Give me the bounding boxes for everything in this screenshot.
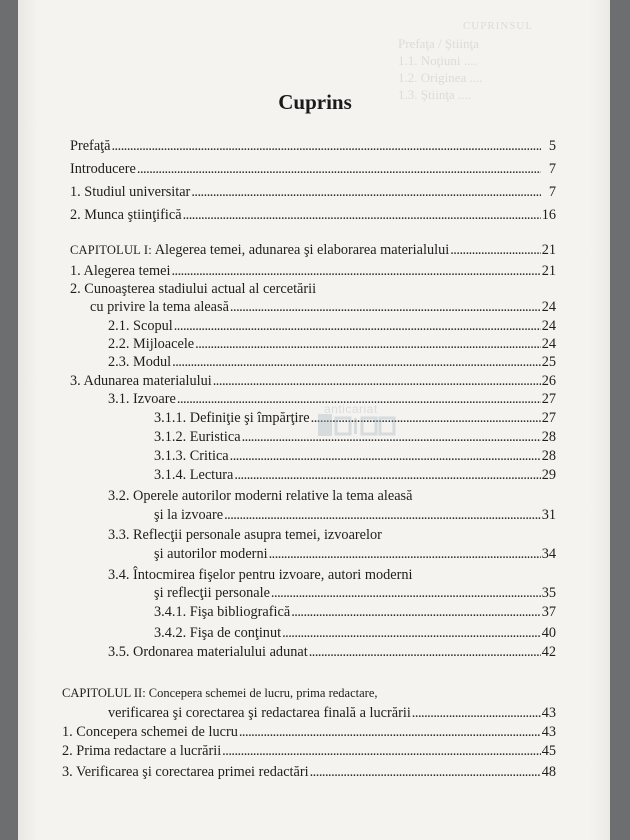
toc-entry-label: 1. Studiul universitar [70, 184, 191, 200]
leader-dots [224, 506, 541, 524]
toc-entry-label: 3.4.2. Fişa de conţinut [154, 625, 282, 641]
toc-entry-first-line: 3.3. Reflecţii personale asupra temei, izvoarelor [108, 527, 382, 543]
toc-entry-page: 21 [541, 263, 556, 279]
toc-entry-label: 3.4.1. Fişa bibliografică [154, 604, 291, 620]
toc-entry-alegerea [70, 262, 556, 280]
leader-dots [213, 372, 541, 390]
toc-entry-label: Introducere [70, 161, 136, 177]
leader-dots [137, 160, 541, 178]
toc-entry-page: 24 [541, 318, 556, 334]
toc-entry-label: 3.1.3. Critica [154, 448, 229, 464]
leader-dots [111, 137, 541, 155]
toc-entry-label: 1. Concepera schemei de lucru [62, 724, 238, 740]
toc-entry-studiul [70, 183, 556, 201]
toc-entry-page: 5 [548, 138, 556, 154]
toc-entry-page: 43 [541, 724, 556, 740]
toc-entry-page: 34 [541, 546, 556, 562]
leader-dots [269, 545, 541, 563]
toc-entry-first-line: 2. Cunoaşterea stadiului actual al cercetării [70, 281, 317, 297]
toc-entry-page: 43 [541, 705, 556, 721]
toc-entry-cunoasterea [90, 298, 556, 316]
leader-dots [172, 353, 541, 371]
leader-dots [183, 206, 541, 224]
toc-entry-label: 3.1.2. Euristica [154, 429, 241, 445]
leader-dots [282, 624, 541, 642]
leader-dots [222, 742, 541, 760]
toc-entry-first-line: 3.4. Întocmirea fişelor pentru izvoare, autori moderni [108, 567, 413, 583]
toc-entry-page: 45 [541, 743, 556, 759]
toc-entry-label: şi la izvoare [154, 507, 224, 523]
toc-entry-label: 2.3. Modul [108, 354, 172, 370]
toc-entry-label: şi reflecţii personale [154, 585, 270, 601]
leader-dots [310, 763, 541, 781]
toc-chapter-2 [108, 704, 556, 722]
toc-entry-page: 27 [541, 410, 556, 426]
toc-entry-label: şi autorilor moderni [154, 546, 268, 562]
bleed-line: 1.2. Originea .... [398, 70, 483, 85]
toc-entry-page: 48 [541, 764, 556, 780]
leader-dots [450, 241, 540, 259]
watermark-logo [316, 400, 406, 470]
toc-entry-conceperea [62, 723, 556, 741]
toc-chapter-2-first-line [62, 684, 378, 702]
toc-entry-label: cu privire la tema aleasă [90, 299, 229, 315]
leader-dots [412, 704, 541, 722]
toc-entry-page: 24 [541, 299, 556, 315]
page-title: Cuprins [278, 90, 352, 114]
toc-entry-page: 29 [541, 467, 556, 483]
toc-entry-label: 3.1.4. Lectura [154, 467, 234, 483]
bleed-line: 1.1. Noţiuni .... [398, 53, 477, 68]
toc-entry-verificarea [62, 763, 556, 781]
leader-dots [191, 183, 541, 201]
toc-entry-scopul [108, 317, 556, 335]
toc-entry-page: 16 [541, 207, 556, 223]
chapter-title: Alegerea temei, adunarea şi elaborarea materialului [151, 242, 450, 258]
toc-entry-munca [70, 206, 556, 224]
bleed-heading: CUPRINSUL [462, 20, 534, 32]
toc-chapter-1 [70, 241, 556, 259]
toc-entry-label: 2.2. Mijloacele [108, 336, 195, 352]
toc-entry-fisa-bibliografica [154, 603, 556, 621]
toc-entry-label: 3. Verificarea şi corectarea primei redactări [62, 764, 309, 780]
toc-entry-label: verificarea şi corectarea şi redactarea finală a lucrării [108, 705, 411, 721]
toc-entry-intocmirea [154, 584, 556, 602]
toc-entry-label [70, 241, 449, 259]
toc-entry-reflectii [154, 545, 556, 563]
leader-dots [230, 298, 541, 316]
chapter-title: CAPITOLUL II: Concepera schemei de lucru, prima redactare, [62, 686, 378, 700]
toc-entry-introducere [70, 160, 556, 178]
toc-entry-page: 28 [541, 429, 556, 445]
toc-entry-page: 42 [541, 644, 556, 660]
toc-entry-page: 26 [541, 373, 556, 389]
toc-entry-first-line: 3.2. Operele autorilor moderni relative la tema aleasă [108, 488, 413, 504]
toc-entry-mijloacele [108, 335, 556, 353]
toc-entry-page: 25 [541, 354, 556, 370]
toc-entry-fisa-continut [154, 624, 556, 642]
toc-entry-modul [108, 353, 556, 371]
leader-dots [171, 262, 540, 280]
toc-entry-page: 7 [548, 184, 556, 200]
toc-entry-page: 37 [541, 604, 556, 620]
toc-entry-label: 2.1. Scopul [108, 318, 173, 334]
toc-entry-page: 24 [541, 336, 556, 352]
watermark-text: anticariat [324, 402, 378, 416]
chapter-prefix: CAPITOLUL I: [70, 243, 152, 257]
toc-entry-label: 2. Munca ştiinţifică [70, 207, 182, 223]
toc-entry-label: 3.1. Izvoare [108, 391, 176, 407]
leader-dots [309, 643, 541, 661]
toc-entry-label: 3. Adunarea materialului [70, 373, 212, 389]
toc-entry-page: 21 [541, 242, 556, 258]
toc-entry-label: 1. Alegerea temei [70, 263, 171, 279]
leader-dots [271, 584, 541, 602]
toc-entry-page: 35 [541, 585, 556, 601]
bleed-line: 1.3. Ştiinţa .... [398, 87, 471, 102]
toc-entry-page: 7 [548, 161, 556, 177]
leader-dots [239, 723, 541, 741]
toc-entry-prefata [70, 137, 556, 155]
toc-entry-page: 28 [541, 448, 556, 464]
leader-dots [291, 603, 541, 621]
toc-entry-label: Prefaţă [70, 138, 111, 154]
leader-dots [195, 335, 541, 353]
toc-entry-operele [154, 506, 556, 524]
toc-entry-label: 2. Prima redactare a lucrării [62, 743, 222, 759]
toc-entry-label: 3.1.1. Definiţie şi împărţire [154, 410, 310, 426]
toc-entry-page: 40 [541, 625, 556, 641]
toc-entry-adunarea [70, 372, 556, 390]
toc-entry-page: 31 [541, 507, 556, 523]
bleed-line: Prefaţa / Ştiinţa [398, 36, 479, 51]
toc-entry-ordonarea [108, 643, 556, 661]
toc-entry-page: 27 [541, 391, 556, 407]
leader-dots [174, 317, 541, 335]
toc-entry-prima-redactare [62, 742, 556, 760]
toc-entry-label: 3.5. Ordonarea materialului adunat [108, 644, 308, 660]
